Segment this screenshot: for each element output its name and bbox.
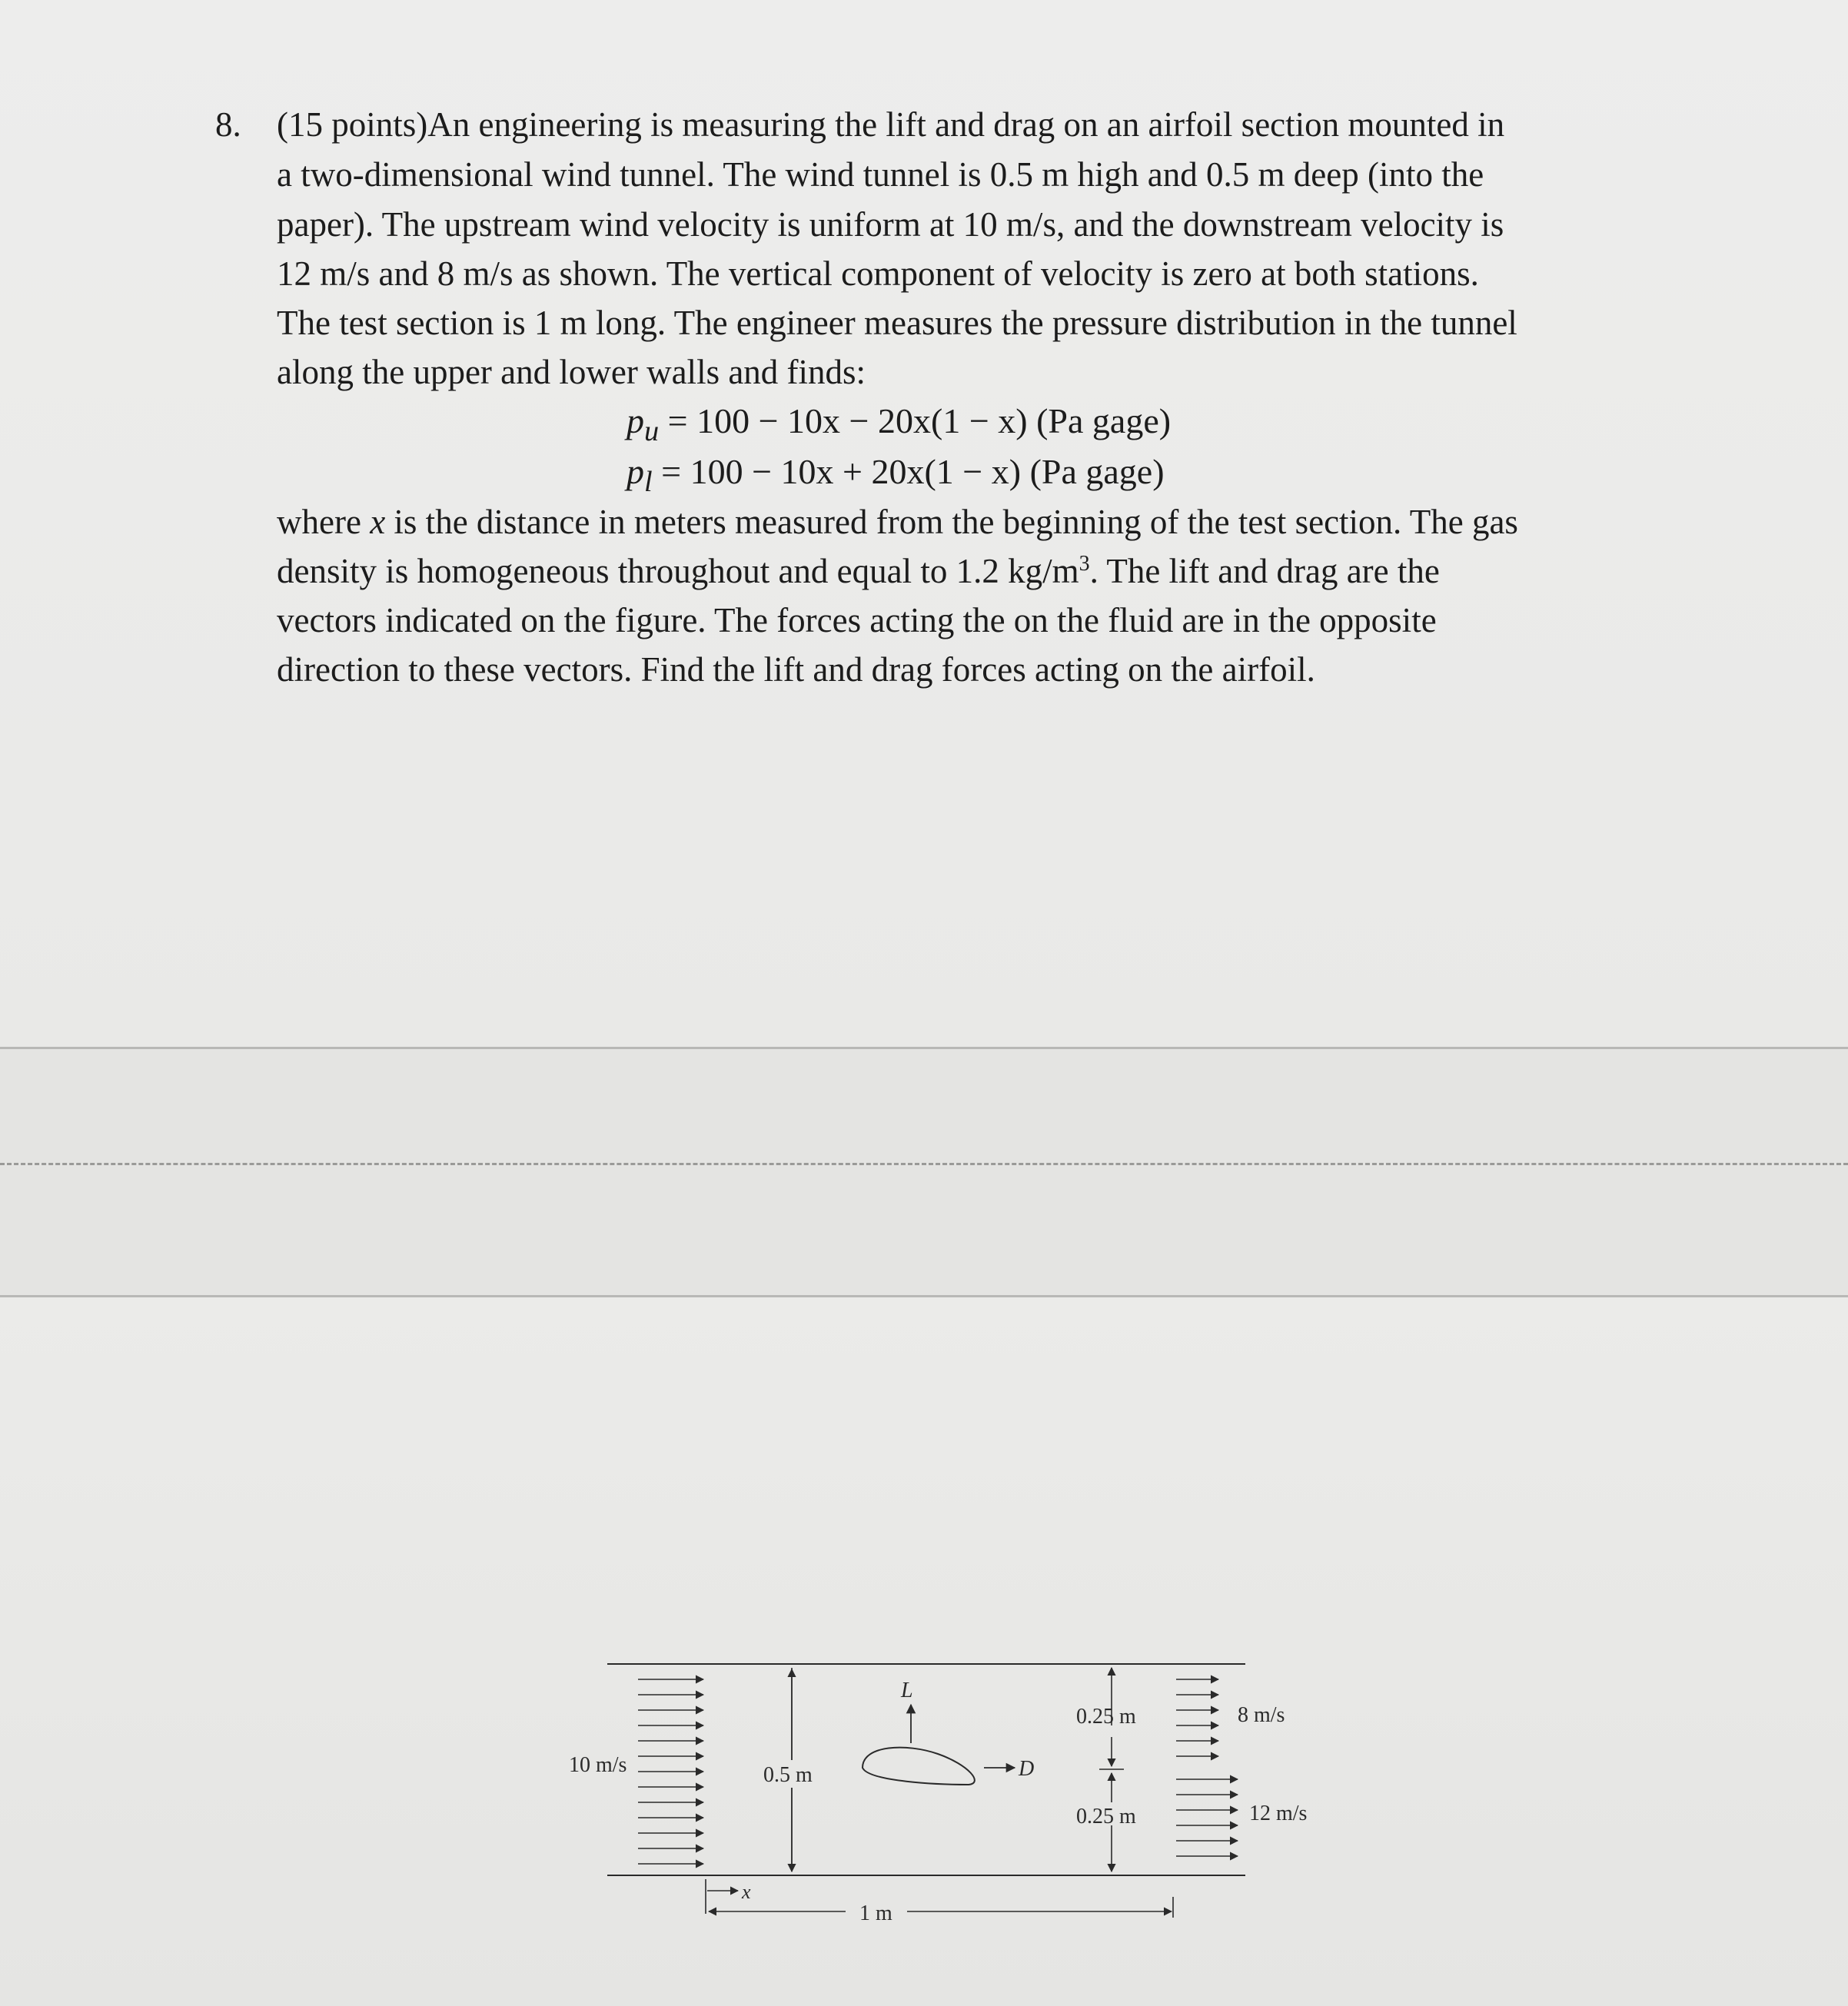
wind-tunnel-figure: [507, 1652, 1353, 1945]
eq1-subscript: u: [644, 415, 660, 448]
drag-label: D: [1019, 1757, 1035, 1781]
eq1-symbol: p: [627, 401, 644, 440]
airfoil: [863, 1748, 975, 1785]
eq2-rhs: = 100 − 10x + 20x(1 − x) (Pa gage): [652, 452, 1165, 491]
lower-half-label: 0.25 m: [1076, 1805, 1136, 1828]
problem-text-line-5: The test section is 1 m long. The engineer measures the pressure distribution in the tunnel: [277, 304, 1517, 342]
page-gap: [0, 1049, 1848, 1295]
text-where: where: [277, 503, 371, 541]
x-axis-label: x: [742, 1881, 751, 1903]
problem-text-line-10: direction to these vectors. Find the lift and drag forces acting on the airfoil.: [277, 650, 1315, 689]
eq1-rhs: = 100 − 10x − 20x(1 − x) (Pa gage): [659, 401, 1172, 440]
lift-label: L: [901, 1679, 913, 1702]
downstream-upper-arrows: [1176, 1679, 1218, 1756]
eq2-symbol: p: [627, 452, 644, 491]
text-x-variable: x: [370, 503, 386, 541]
text-density: density is homogeneous throughout and equal to 1.2 kg/m: [277, 552, 1079, 590]
upstream-velocity-label: 10 m/s: [569, 1753, 627, 1777]
problem-text-line-8: [277, 546, 1440, 596]
upstream-velocity-arrows: [638, 1679, 703, 1864]
tunnel-height-label: 0.5 m: [763, 1763, 813, 1787]
problem-text-line-2: a two-dimensional wind tunnel. The wind tunnel is 0.5 m high and 0.5 m deep (into the: [277, 155, 1484, 194]
text-superscript: 3: [1079, 552, 1090, 576]
problem-text-line-3: paper). The upstream wind velocity is uniform at 10 m/s, and the downstream velocity is: [277, 205, 1504, 244]
upper-half-label: 0.25 m: [1076, 1705, 1136, 1729]
lower-velocity-label: 12 m/s: [1249, 1802, 1308, 1825]
problem-number: 8.: [215, 105, 241, 144]
problem-text-line-1: (15 points)An engineering is measuring the lift and drag on an airfoil section mounted in: [277, 105, 1505, 144]
text-lift-drag: . The lift and drag are the: [1089, 552, 1440, 590]
downstream-lower-arrows: [1176, 1779, 1238, 1856]
problem-text-line-9: vectors indicated on the figure. The forces acting the on the fluid are in the opposite: [277, 601, 1437, 639]
length-label: 1 m: [859, 1901, 892, 1925]
problem-text-line-6: along the upper and lower walls and finds:: [277, 353, 866, 391]
problem-text-line-7: [277, 497, 1518, 546]
upper-velocity-label: 8 m/s: [1238, 1703, 1285, 1727]
text-distance: is the distance in meters measured from the beginning of the test section. The gas: [385, 503, 1518, 541]
problem-text-line-4: 12 m/s and 8 m/s as shown. The vertical component of velocity is zero at both stations.: [277, 254, 1479, 293]
page-break-divider: [0, 1163, 1848, 1165]
eq2-subscript: l: [644, 466, 653, 499]
